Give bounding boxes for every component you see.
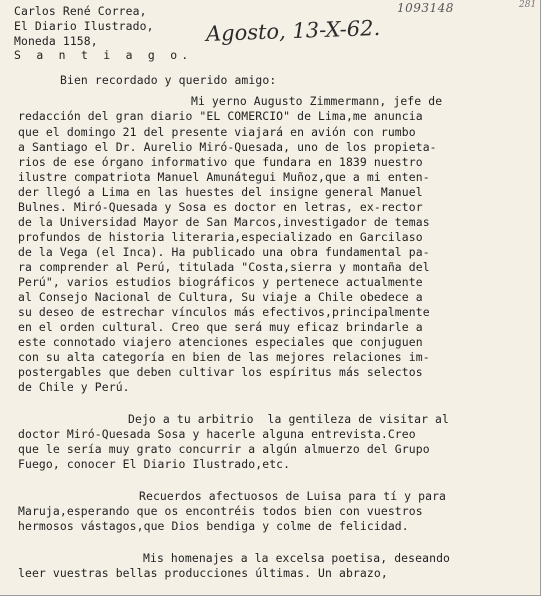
paragraph-line: Mi yerno Augusto Zimmermann, jefe de bbox=[191, 94, 443, 108]
paragraph-line: de Chile y Perú. bbox=[18, 380, 130, 394]
paragraph-line: su deseo de estrechar vínculos más efectivos,principalmente bbox=[18, 305, 430, 319]
paragraph-line: leer vuestras bellas producciones últimas. Un abrazo, bbox=[18, 566, 388, 580]
paragraph-line: ilustre compatriota Manuel Amunátegui Muñoz,que a mi enten- bbox=[18, 170, 430, 184]
paragraph-line: Bulnes. Miró-Quesada y Sosa es doctor en letras, ex-rector bbox=[18, 200, 423, 214]
paragraph-line: der llegó a Lima en las huestes del insigne general Manuel bbox=[18, 185, 423, 199]
paragraph-line: Perú", varios estudios biográficos y pertenece actualmente bbox=[18, 275, 423, 289]
paragraph-line: rios de ese órgano informativo que fundara en 1839 nuestro bbox=[18, 155, 423, 169]
paragraph-line: Mis homenajes a la excelsa poetisa, deseando bbox=[143, 551, 451, 565]
paragraph-line: en el orden cultural. Creo que será muy eficaz brindarle a bbox=[18, 320, 423, 334]
paragraph-line: que le sería muy grato concurrir a algún almuerzo del Grupo bbox=[18, 442, 430, 456]
paragraph-line: con su alta categoría en bien de las mejores relaciones im- bbox=[18, 350, 430, 364]
paragraph-line: Maruja,esperando que os encontréis todos bien con vuestros bbox=[18, 504, 423, 518]
paragraph-line: este connotado viajero atenciones especiales que conjuguen bbox=[18, 335, 423, 349]
paragraph-line: redacción del gran diario "EL COMERCIO" de Lima,me anuncia bbox=[18, 109, 423, 123]
paragraph-line: Recuerdos afectuosos de Luisa para tí y para bbox=[139, 489, 447, 503]
paragraph-line: hermosos vástagos,que Dios bendiga y colme de felicidad. bbox=[18, 519, 409, 533]
page-mark: 281 bbox=[519, 0, 537, 10]
paragraph-line: de la Vega (el Inca). Ha publicado una obra fundamental pa- bbox=[18, 245, 430, 259]
address-publication: El Diario Ilustrado, bbox=[14, 19, 154, 33]
paragraph-line: ra comprender al Perú, titulada "Costa,sierra y montaña del bbox=[18, 260, 430, 274]
address-street: Moneda 1158, bbox=[14, 34, 98, 48]
paragraph-line: Dejo a tu arbitrio la gentileza de visitar al bbox=[128, 412, 449, 426]
paragraph-line: Fuego, conocer El Diario Ilustrado,etc. bbox=[18, 457, 291, 471]
handwritten-date: Agosto, 13-X-62. bbox=[205, 15, 381, 46]
paragraph-line: profundos de historia literaria,especializado en Garcilaso bbox=[18, 230, 423, 244]
salutation: Bien recordado y querido amigo: bbox=[60, 73, 277, 87]
paragraph-line: que el domingo 21 del presente viajará en avión con rumbo bbox=[18, 125, 416, 139]
paragraph-line: doctor Miró-Quesada Sosa y hacerle alguna entrevista.Creo bbox=[18, 427, 416, 441]
paragraph-line: de la Universidad Mayor de San Marcos,investigador de temas bbox=[18, 215, 430, 229]
address-city: S a n t i a g o. bbox=[14, 48, 193, 62]
paragraph-line: postergables que deben cultivar los espíritus más selectos bbox=[18, 365, 423, 379]
address-name: Carlos René Correa, bbox=[14, 4, 147, 18]
paragraph-line: a Santiago el Dr. Aurelio Miró-Quesada, uno de los propieta- bbox=[18, 140, 437, 154]
paragraph-line: al Consejo Nacional de Cultura, Su viaje a Chile obedece a bbox=[18, 290, 423, 304]
archive-number: 1093148 bbox=[397, 1, 454, 15]
